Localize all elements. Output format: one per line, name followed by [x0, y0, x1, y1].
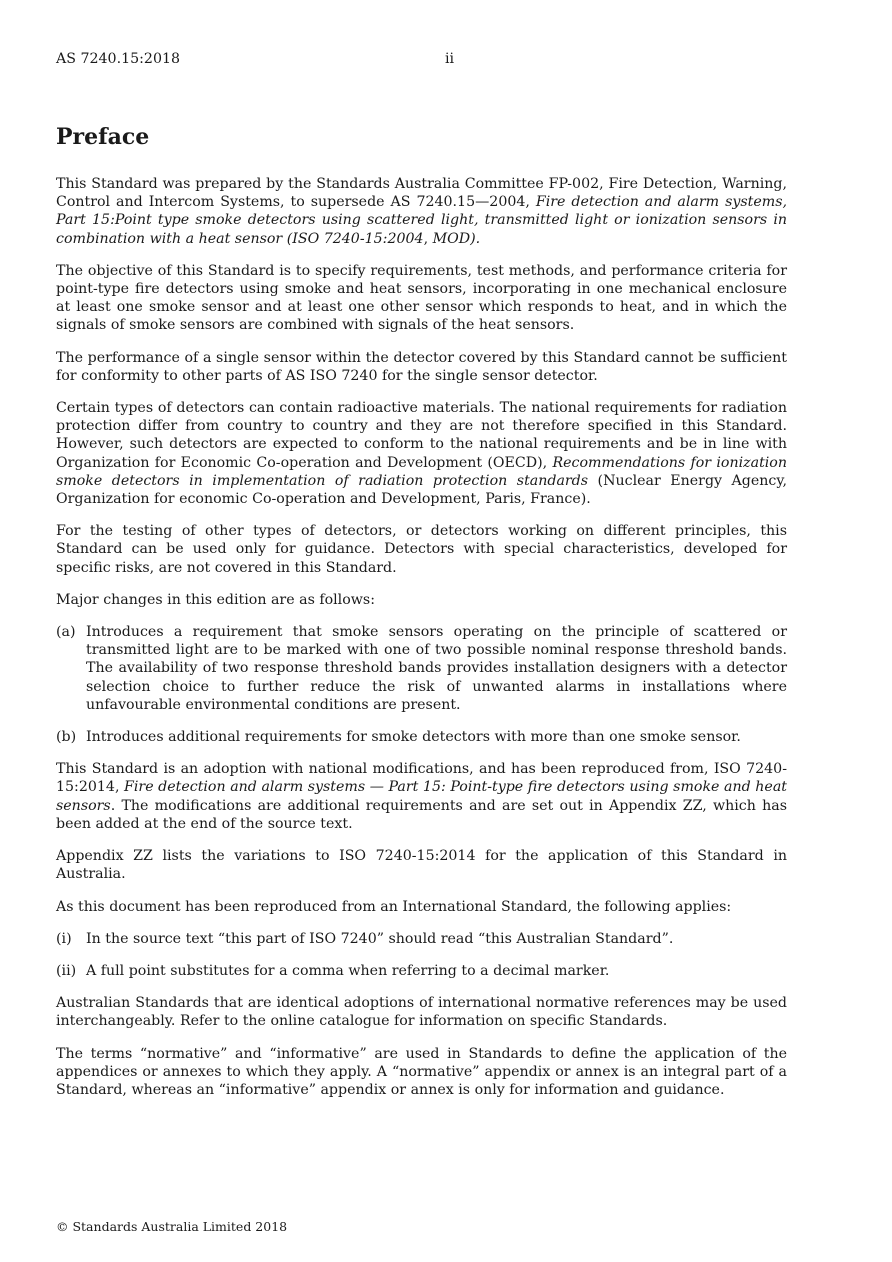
document-id: AS 7240.15:2018 [56, 51, 181, 67]
paragraph-testing: For the testing of other types of detectors, or detectors working on different principles, this Standard can be used only for guidance. Detectors with special characteristics, developed for specific risks, are not covered in this Standard. [56, 523, 787, 576]
paragraph-text: This Standard is an adoption with national modifications, and has been reproduced from, ISO 7240-15:2014, [56, 761, 787, 796]
paragraph-terms: The terms “normative” and “informative” are used in Standards to define the application of the appendices or annexes to which they apply. A “normative” appendix or annex is an integral part of a Standard, whereas an “informative” appendix or annex is only for information and guidance. [56, 1045, 787, 1098]
list-marker: (a) [56, 624, 76, 641]
copyright-footer: © Standards Australia Limited 2018 [56, 1219, 288, 1234]
paragraph-text: This Standard was prepared by the Standards Australia Committee FP-002, Fire Detection, Warning, Control and Intercom Systems, to supersede AS 7240.15—2004, [56, 176, 787, 211]
list-item-text: A full point substitutes for a comma when referring to a decimal marker. [86, 962, 610, 979]
list-item [56, 728, 787, 746]
cited-title: Recommendations for ionization smoke detectors in implementation of radiation protection standards [56, 454, 787, 489]
list-marker: (b) [56, 729, 77, 746]
paragraph-objective: The objective of this Standard is to specify requirements, test methods, and performance criteria for point-type fire detectors using smoke and heat sensors, incorporating in one mechanical enclosure at least one smoke sensor and at least one other sensor which responds to heat, and in which the signals of smoke sensors are combined with signals of the heat sensors. [56, 262, 787, 334]
paragraph-adoption [56, 760, 787, 833]
cited-title: Fire detection and alarm systems, Part 15:Point type smoke detectors using scattered light, transmitted light or ionization sensors in combination with a heat sensor (ISO 7240-15:2004 [56, 194, 787, 247]
paragraph-supersedes [56, 175, 787, 248]
paragraph-text: , [423, 230, 433, 247]
paragraph-appendix-zz: Appendix ZZ lists the variations to ISO 7240-15:2014 for the application of this Standard in Australia. [56, 848, 787, 883]
paragraph-text: (Nuclear Energy Agency, Organization for economic Co-operation and Development, Paris, France). [56, 472, 787, 508]
list-marker: (i) [56, 930, 72, 947]
paragraph-text: Certain types of detectors can contain radioactive materials. The national requirements for radiation protection differ from country to country and they are not therefore specified in this Standard. However, such detectors are expected to conform to the national requirements and be in line with Organization for Economic Co-operation and Development (OECD), [56, 400, 787, 471]
paragraph-applies: As this document has been reproduced from an International Standard, the following applies: [56, 898, 732, 915]
paragraph-performance: The performance of a single sensor within the detector covered by this Standard cannot be sufficient for conformity to other parts of AS ISO 7240 for the single sensor detector. [56, 349, 787, 384]
list-item [56, 623, 787, 714]
cited-title: MOD). [432, 230, 481, 247]
preface-body [56, 175, 787, 1113]
list-item-text: Introduces additional requirements for smoke detectors with more than one smoke sensor. [86, 729, 741, 746]
list-item [56, 930, 787, 948]
page-title: Preface [56, 124, 150, 150]
list-marker: (ii) [56, 962, 77, 979]
list-item-text: In the source text “this part of ISO 7240” should read “this Australian Standard”. [86, 930, 674, 947]
paragraph-text: . The modifications are additional requirements and are set out in Appendix ZZ, which has been added at the end of the source text. [56, 797, 787, 832]
paragraph-normative-references: Australian Standards that are identical adoptions of international normative references may be used interchangeably. Refer to the online catalogue for information on specific Standards. [56, 995, 787, 1030]
page-number: ii [445, 51, 455, 67]
cited-title: Fire detection and alarm systems — Part 15: Point-type fire detectors using smoke and heat sensors [56, 779, 787, 814]
list-item [56, 962, 787, 980]
list-item-text: Introduces a requirement that smoke sensors operating on the principle of scattered or transmitted light are to be marked with one of two possible nominal response threshold bands. The availability of two response threshold bands provides installation designers with a detector selection choice to further reduce the risk of unwanted alarms in installations where unfavourable environmental conditions are present. [86, 624, 787, 713]
paragraph-major-changes: Major changes in this edition are as follows: [56, 591, 375, 608]
paragraph-radioactive [56, 399, 787, 508]
page-header [56, 51, 787, 71]
